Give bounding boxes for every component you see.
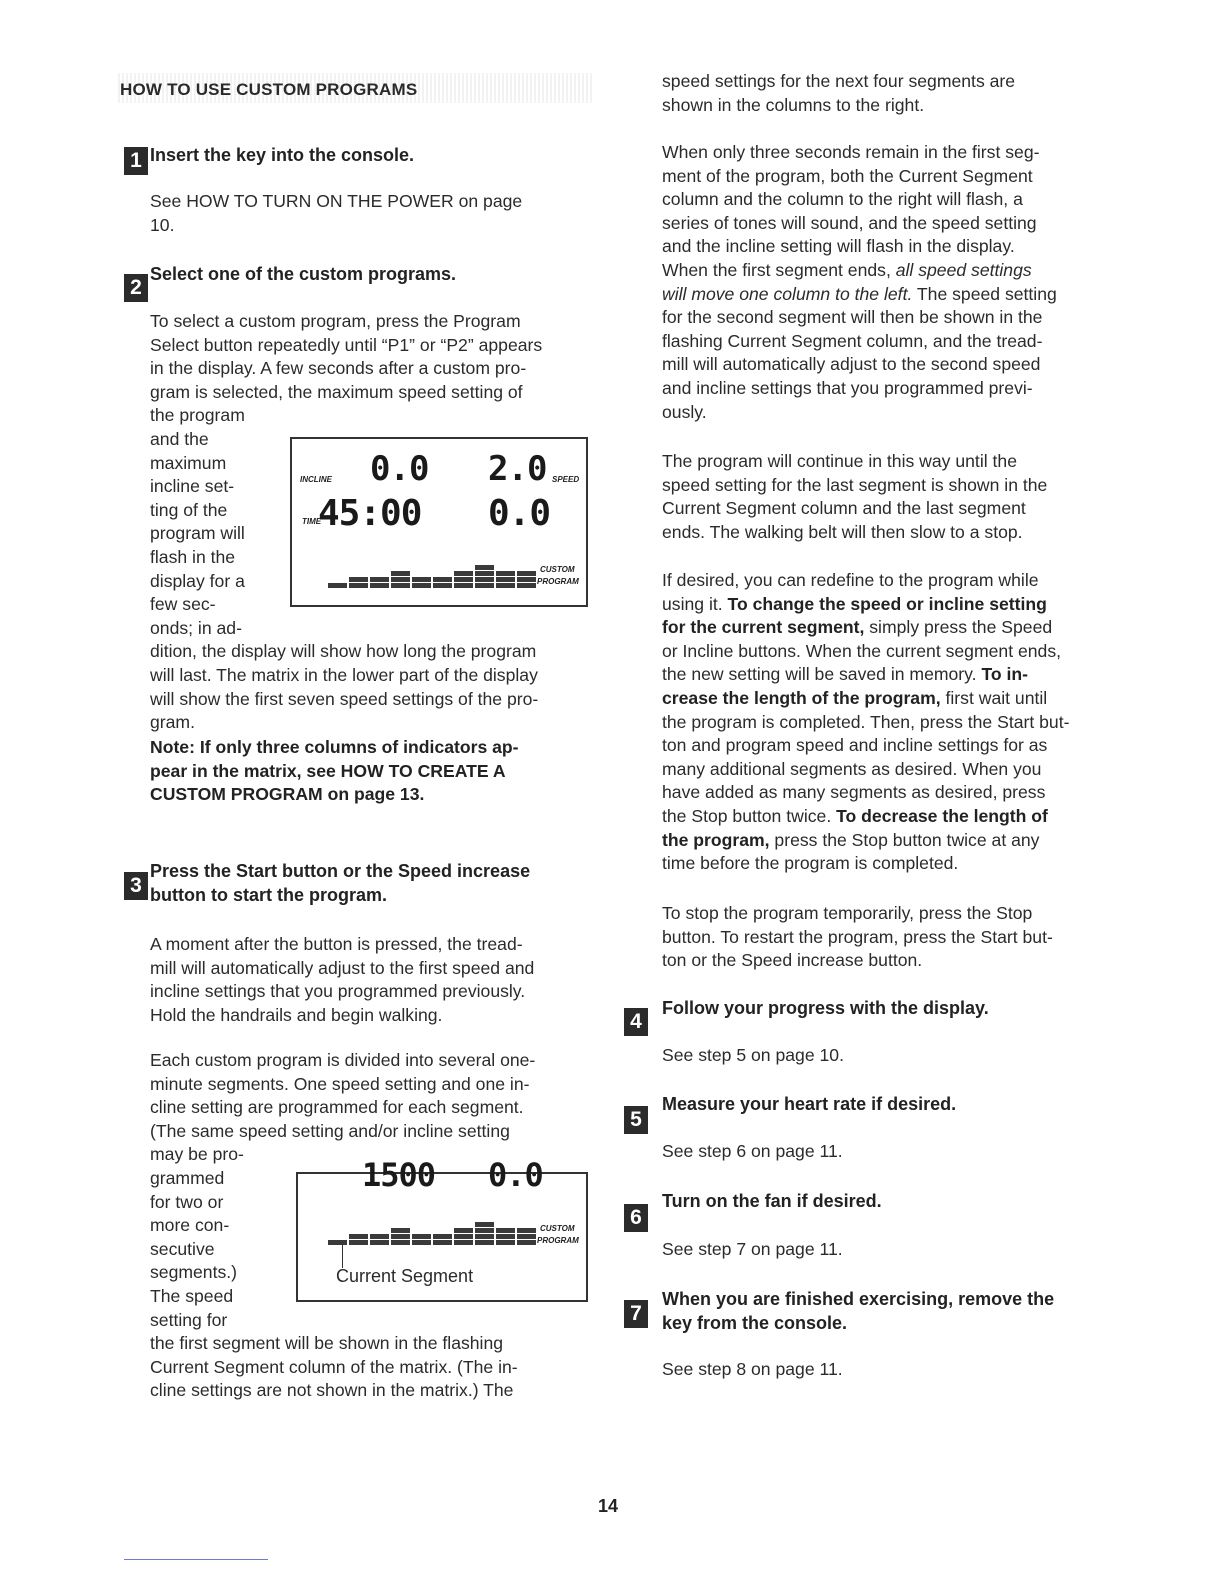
matrix-cell bbox=[517, 577, 536, 582]
right-para-3: The program will continue in this way until the speed setting for the last segment is shown in the Current Segment column and the last segment ends. The walking belt will then slow to a stop. bbox=[662, 451, 1048, 542]
matrix-cell bbox=[454, 571, 473, 576]
matrix-cell bbox=[391, 577, 410, 582]
step-2-number: 2 bbox=[124, 274, 148, 302]
footer-rule bbox=[124, 1559, 268, 1560]
step-7-heading: When you are finished exercising, remove the key from the console. bbox=[662, 1289, 1055, 1333]
matrix-cell bbox=[370, 577, 389, 582]
matrix-cell bbox=[496, 1234, 515, 1239]
step-4-number: 4 bbox=[624, 1008, 648, 1036]
matrix-cell bbox=[433, 1234, 452, 1239]
matrix-cell bbox=[349, 1234, 368, 1239]
matrix-cell bbox=[454, 1240, 473, 1245]
step-3-body: A moment after the button is pressed, the tread- mill will automatically adjust to the first speed and incline settings that you programmed previously. Hold the handrails and begin walking. bbox=[150, 934, 535, 1025]
step-2-body: To select a custom program, press the Program Select button repeatedly until “P1” or “P2” appears in the display. A few seconds after a custom pro- gram is selected, the maximum speed setting of the program and the maximum incline set- ting of the program will flash in the display for a few sec- onds; in ad- dition, the display will show how long the program will last. The matrix in the lower part of the display will show the first seven speed settings of the pro- gram. bbox=[150, 311, 543, 733]
program-label: PROGRAM bbox=[537, 577, 579, 586]
matrix-cell bbox=[454, 1228, 473, 1233]
step-5-heading: Measure your heart rate if desired. bbox=[662, 1094, 957, 1114]
step-1-heading: Insert the key into the console. bbox=[150, 145, 415, 165]
matrix-cell bbox=[496, 583, 515, 588]
secondary-readout: 0.0 bbox=[488, 493, 551, 534]
custom-label-2: CUSTOM bbox=[540, 1224, 575, 1233]
speed-readout: 2.0 bbox=[488, 449, 547, 489]
italic-phrase-2: will move one column to the left. bbox=[662, 283, 913, 304]
incline-readout-partial: 0.0 bbox=[488, 1156, 543, 1194]
matrix-cell bbox=[433, 583, 452, 588]
step-1-body: See HOW TO TURN ON THE POWER on page 10. bbox=[150, 191, 523, 235]
matrix-cell bbox=[370, 1234, 389, 1239]
matrix-cell bbox=[349, 577, 368, 582]
step-5-number: 5 bbox=[624, 1106, 648, 1134]
step-4-body: See step 5 on page 10. bbox=[662, 1045, 844, 1065]
current-segment-pointer bbox=[342, 1244, 343, 1268]
matrix-cell bbox=[454, 577, 473, 582]
step-6-number: 6 bbox=[624, 1204, 648, 1232]
matrix-cell bbox=[517, 1240, 536, 1245]
matrix-cell bbox=[370, 1240, 389, 1245]
matrix-cell bbox=[412, 577, 431, 582]
current-segment-label: Current Segment bbox=[336, 1266, 474, 1286]
matrix-cell bbox=[496, 1228, 515, 1233]
step-3-number: 3 bbox=[124, 872, 148, 900]
matrix-cell bbox=[475, 565, 494, 570]
matrix-cell bbox=[349, 583, 368, 588]
console-display-partial bbox=[296, 1156, 588, 1302]
matrix-cell bbox=[391, 571, 410, 576]
matrix-cell bbox=[370, 583, 389, 588]
matrix-cell bbox=[391, 1234, 410, 1239]
incline-label: INCLINE bbox=[300, 475, 332, 484]
matrix-cell bbox=[517, 571, 536, 576]
right-para-5: To stop the program temporarily, press the Stop button. To restart the program, press the Start but- ton or the Speed increase button. bbox=[662, 903, 1053, 971]
matrix-cell bbox=[412, 583, 431, 588]
italic-phrase-1: all speed settings bbox=[895, 259, 1032, 280]
matrix-cell bbox=[496, 577, 515, 582]
matrix-cell bbox=[496, 1240, 515, 1245]
section-title: HOW TO USE CUSTOM PROGRAMS bbox=[120, 80, 418, 99]
speed-label: SPEED bbox=[552, 475, 580, 484]
matrix-cell bbox=[391, 1228, 410, 1233]
matrix-cell bbox=[475, 1240, 494, 1245]
matrix-cell bbox=[433, 577, 452, 582]
step-6-heading: Turn on the fan if desired. bbox=[662, 1191, 882, 1211]
step-1-number: 1 bbox=[124, 147, 148, 175]
step-3-body-2: Each custom program is divided into several one- minute segments. One speed setting and one in- cline setting are programmed for each segment. (The same speed setting and/or incline setting may be pro- grammed for two or more con- secutive segments.) The speed setting for the first segment will be shown in the flashing Current Segment column of the matrix. (The in- cline settings are not shown in the matrix.) The bbox=[150, 1050, 536, 1401]
step-2-heading: Select one of the custom programs. bbox=[150, 264, 457, 284]
matrix-cell bbox=[391, 1240, 410, 1245]
matrix-cell bbox=[475, 577, 494, 582]
right-para-1: speed settings for the next four segments are shown in the columns to the right. bbox=[662, 71, 1016, 115]
right-para-2: When only three seconds remain in the first seg- ment of the program, both the Current Segment column and the column to the right will flash, a series of tones will sound, and the speed setting and the incline setting will flash in the display. When the first segment ends, all speed settings will move one column to the left. The speed setting for the second segment will then be shown in the flashing Current Segment column, and the tread- mill will automatically adjust to the second speed and incline settings that you programmed previ- ously. bbox=[662, 142, 1057, 422]
matrix-cell bbox=[475, 1222, 494, 1227]
matrix-cell bbox=[328, 583, 347, 588]
incline-readout: 0.0 bbox=[370, 449, 429, 489]
time-readout: 45:00 bbox=[318, 493, 422, 534]
matrix-cell bbox=[475, 1234, 494, 1239]
custom-label: CUSTOM bbox=[540, 565, 575, 574]
matrix-cell bbox=[349, 1240, 368, 1245]
step-4-heading: Follow your progress with the display. bbox=[662, 998, 989, 1018]
step-3-heading: Press the Start button or the Speed increase button to start the program. bbox=[150, 861, 531, 905]
matrix-cell bbox=[475, 571, 494, 576]
matrix-cell bbox=[391, 583, 410, 588]
step-6-body: See step 7 on page 11. bbox=[662, 1239, 843, 1259]
matrix-cell bbox=[454, 583, 473, 588]
matrix-cell bbox=[475, 583, 494, 588]
step-5-body: See step 6 on page 11. bbox=[662, 1141, 843, 1161]
page-number: 14 bbox=[598, 1496, 619, 1516]
step-7-body: See step 8 on page 11. bbox=[662, 1359, 843, 1379]
matrix-cell bbox=[412, 1234, 431, 1239]
matrix-cell bbox=[496, 571, 515, 576]
matrix-cell bbox=[454, 1234, 473, 1239]
matrix-cell bbox=[328, 1240, 347, 1245]
matrix-cell bbox=[517, 1234, 536, 1239]
matrix-cell bbox=[433, 1240, 452, 1245]
step-7-number: 7 bbox=[624, 1300, 648, 1328]
time-readout-partial: 1500 bbox=[362, 1156, 436, 1194]
note-text: Note: If only three columns of indicators ap- pear in the matrix, see HOW TO CREATE A CUSTOM PROGRAM on page 13. bbox=[150, 737, 519, 805]
time-label: TIME bbox=[302, 517, 322, 526]
program-label-2: PROGRAM bbox=[537, 1236, 579, 1245]
matrix-cell bbox=[475, 1228, 494, 1233]
console-display-full bbox=[290, 437, 588, 607]
matrix-cell bbox=[412, 1240, 431, 1245]
matrix-cell bbox=[517, 1228, 536, 1233]
right-para-4: If desired, you can redefine to the program while using it. To change the speed or incline setting for the current segment, simply press the Speed or Incline buttons. When the current segment ends, the new setting will be saved in memory. To in- crease the length of the program, first wait until the program is completed. Then, press the Start but- ton and program speed and incline settings for as many additional segments as desired. When you have added as many segments as desired, press the Stop button twice. To decrease the length of the program, press the Stop button twice at any time before the program is completed. bbox=[662, 570, 1070, 874]
matrix-cell bbox=[517, 583, 536, 588]
